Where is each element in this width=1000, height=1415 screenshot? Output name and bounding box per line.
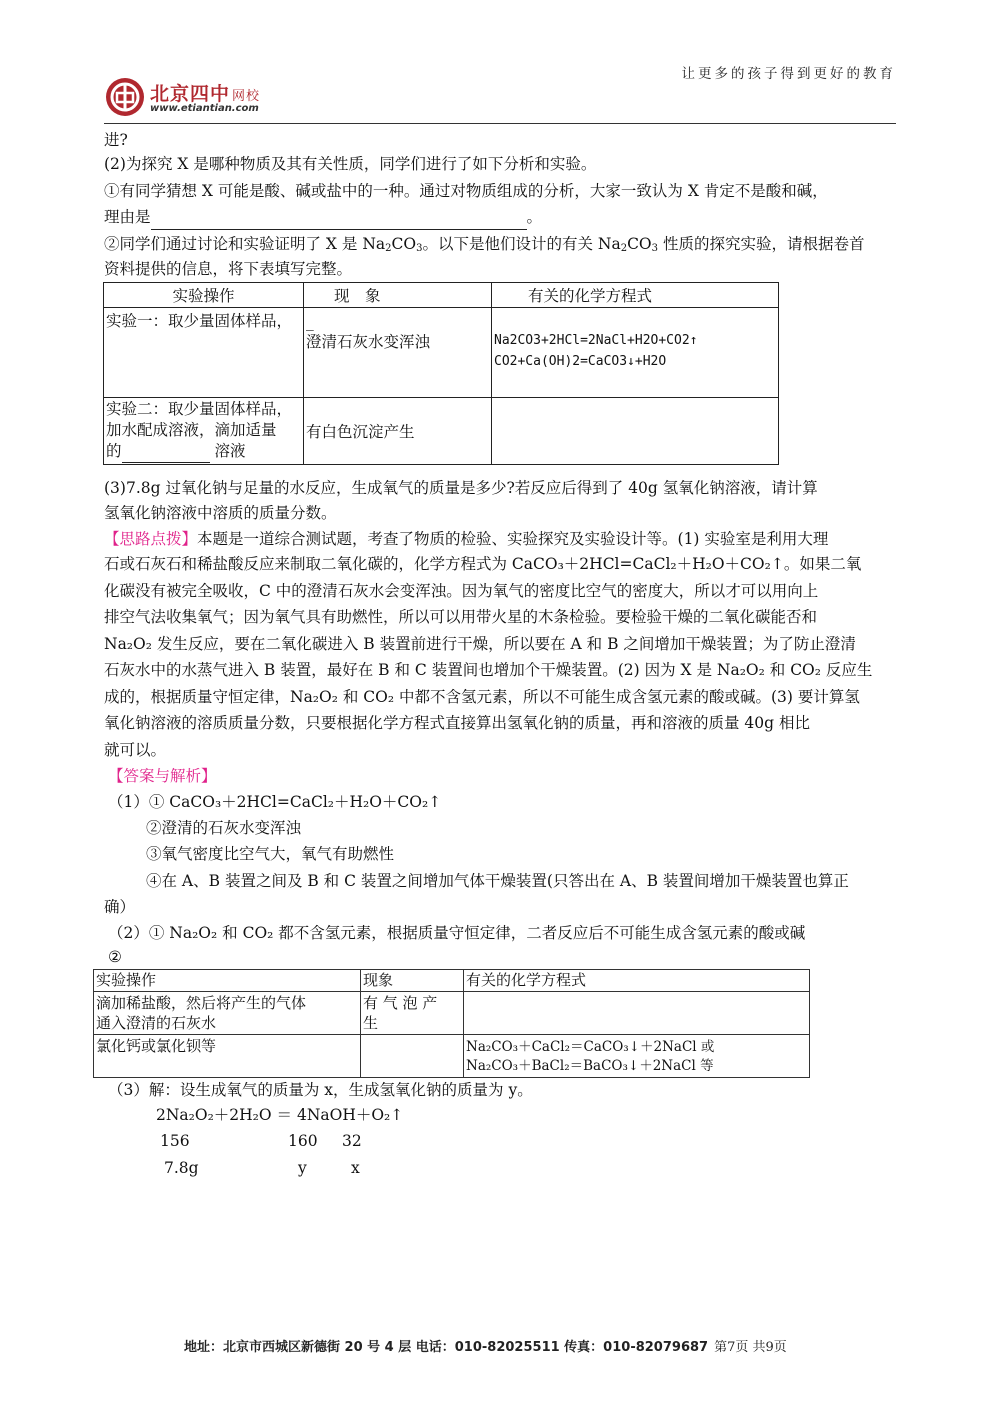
hint-line-2: 石或石灰石和稀盐酸反应来制取二氧化碳的，化学方程式为 CaCO₃＋2HCl=CaCl₂＋H₂O＋CO₂↑。如果二氧 bbox=[104, 555, 862, 573]
q3-line-2: 氢氧化钠溶液中溶质的质量分数。 bbox=[104, 504, 337, 522]
body-line-4: 理由是 。 bbox=[104, 205, 542, 230]
t2-row1-op: 滴加稀盐酸，然后将产生的气体 通入澄清的石灰水 bbox=[94, 992, 361, 1035]
answer-1-1: （1）① CaCO₃＋2HCl=CaCl₂＋H₂O＋CO₂↑ bbox=[108, 793, 442, 811]
answer-2-2: ② bbox=[108, 948, 122, 966]
answer-1-3: ③氧气密度比空气大，氧气有助燃性 bbox=[146, 845, 395, 863]
body-line-2: (2)为探究 X 是哪种物质及其有关性质，同学们进行了如下分析和实验。 bbox=[104, 155, 597, 173]
t2-header-eq: 有关的化学方程式 bbox=[464, 970, 810, 992]
calc-value-1: 7.8g bbox=[164, 1159, 199, 1177]
answer-blank-reason[interactable] bbox=[151, 205, 527, 230]
logo-title: 北京四中 网校 bbox=[150, 83, 261, 105]
t1-row1-op: 实验一：取少量固体样品， bbox=[104, 308, 304, 398]
calc-mass-2: 160 bbox=[288, 1132, 318, 1150]
q3-line-1: (3)7.8g 过氧化钠与足量的水反应，生成氧气的质量是多少?若反应后得到了 40g 氢氧化钠溶液，请计算 bbox=[104, 479, 818, 497]
calc-mass-3: 32 bbox=[342, 1132, 362, 1150]
t1-row1-eq: Na2CO3+2HCl=2NaCl+H2O+CO2↑ CO2+Ca(OH)2=CaCO3↓+H2O bbox=[492, 308, 779, 398]
t2-header-phen: 现象 bbox=[361, 970, 464, 992]
answer-blank-reagent[interactable] bbox=[122, 441, 210, 463]
t1-row1-phen: _ 澄清石灰水变浑浊 bbox=[304, 308, 492, 398]
calc-intro: （3）解：设生成氧气的质量为 x，生成氢氧化钠的质量为 y。 bbox=[108, 1081, 533, 1099]
header-slogan: 让更多的孩子得到更好的教育 bbox=[681, 66, 896, 82]
t1-header-phen: 现 象 bbox=[304, 283, 492, 308]
t1-row2-eq[interactable] bbox=[492, 398, 779, 465]
hint-line-5: Na₂O₂ 发生反应，要在二氧化碳进入 B 装置前进行干燥，所以要在 A 和 B 之间增加干燥装置；为了防止澄清 bbox=[104, 635, 856, 653]
t2-header-op: 实验操作 bbox=[94, 970, 361, 992]
t1-header-op: 实验操作 bbox=[104, 283, 304, 308]
footer bbox=[184, 1336, 787, 1355]
body-line-6: 资料提供的信息，将下表填写完整。 bbox=[104, 260, 353, 278]
header-divider bbox=[104, 123, 896, 124]
body-line-5: ②同学们通过讨论和实验证明了 X 是 $Na_2CO_3$。以下是他们设计的有关 $Na_2CO_3$ 性质的探究实验，请根据卷首 bbox=[104, 235, 865, 254]
hint-line-3: 化碳没有被完全吸收，C 中的澄清石灰水会变浑浊。因为氧气的密度比空气的密度大，所以才可以用向上 bbox=[104, 582, 819, 600]
page-number: 第7页 共9页 bbox=[714, 1340, 787, 1355]
t2-row2-op: 氯化钙或氯化钡等 bbox=[94, 1035, 361, 1078]
hint-line-7: 成的，根据质量守恒定律，Na₂O₂ 和 CO₂ 中都不含氢元素，所以不可能生成含氢元素的酸或碱。(3) 要计算氢 bbox=[104, 688, 860, 706]
experiment-table-1 bbox=[103, 282, 779, 465]
calc-equation: 2Na₂O₂＋2H₂O ＝ 4NaOH＋O₂↑ bbox=[156, 1106, 404, 1124]
hint-line-8: 氧化钠溶液的溶质质量分数，只要根据化学方程式直接算出氢氧化钠的质量，再和溶液的质量 40g 相比 bbox=[104, 714, 811, 732]
footer-address: 地址：北京市西城区新德街 20 号 4 层 电话：010-82025511 传真：010-82079687 bbox=[184, 1340, 709, 1355]
logo-url: www.etiantian.com bbox=[150, 103, 259, 114]
calc-value-3: x bbox=[351, 1159, 360, 1177]
hint-line-9: 就可以。 bbox=[104, 741, 167, 759]
hint-label: 【思路点拨】 bbox=[104, 530, 198, 548]
t2-row1-eq bbox=[464, 992, 810, 1035]
experiment-table-2 bbox=[93, 969, 810, 1078]
answer-1-4-cont: 确） bbox=[104, 898, 136, 916]
hint-line-6: 石灰水中的水蒸气进入 B 装置，最好在 B 和 C 装置间也增加个干燥装置。(2) 因为 X 是 Na₂O₂ 和 CO₂ 反应生 bbox=[104, 661, 873, 679]
t1-row2-op: 实验二：取少量固体样品， 加水配成溶液，滴加适量 的 溶液 bbox=[104, 398, 304, 465]
answer-2-1: （2）① Na₂O₂ 和 CO₂ 都不含氢元素，根据质量守恒定律，二者反应后不可能生成含氢元素的酸或碱 bbox=[108, 924, 806, 942]
calc-value-2: y bbox=[298, 1159, 307, 1177]
body-line-1: 进? bbox=[104, 131, 128, 149]
answer-label: 【答案与解析】 bbox=[108, 767, 217, 785]
school-logo-icon bbox=[104, 76, 146, 118]
t2-row2-phen bbox=[361, 1035, 464, 1078]
hint-line-1: 【思路点拨】本题是一道综合测试题，考查了物质的检验、实验探究及实验设计等。(1) 实验室是利用大理 bbox=[104, 530, 829, 548]
t1-header-eq: 有关的化学方程式 bbox=[492, 283, 779, 308]
t1-row2-phen: 有白色沉淀产生 bbox=[304, 398, 492, 465]
hint-line-4: 排空气法收集氧气；因为氧气具有助燃性，所以可以用带火星的木条检验。要检验干燥的二氧化碳能否和 bbox=[104, 608, 818, 626]
answer-1-2: ②澄清的石灰水变浑浊 bbox=[146, 819, 302, 837]
calc-mass-1: 156 bbox=[160, 1132, 190, 1150]
answer-1-4: ④在 A、B 装置之间及 B 和 C 装置之间增加气体干燥装置(只答出在 A、B 装置间增加干燥装置也算正 bbox=[146, 872, 849, 890]
body-line-3: ①有同学猜想 X 可能是酸、碱或盐中的一种。通过对物质组成的分析，大家一致认为 X 肯定不是酸和碱， bbox=[104, 182, 828, 200]
t2-row1-phen: 有 气 泡 产 生 bbox=[361, 992, 464, 1035]
t2-row2-eq: Na₂CO₃＋CaCl₂＝CaCO₃↓＋2NaCl 或 Na₂CO₃＋BaCl₂＝BaCO₃↓＋2NaCl 等 bbox=[464, 1035, 810, 1078]
